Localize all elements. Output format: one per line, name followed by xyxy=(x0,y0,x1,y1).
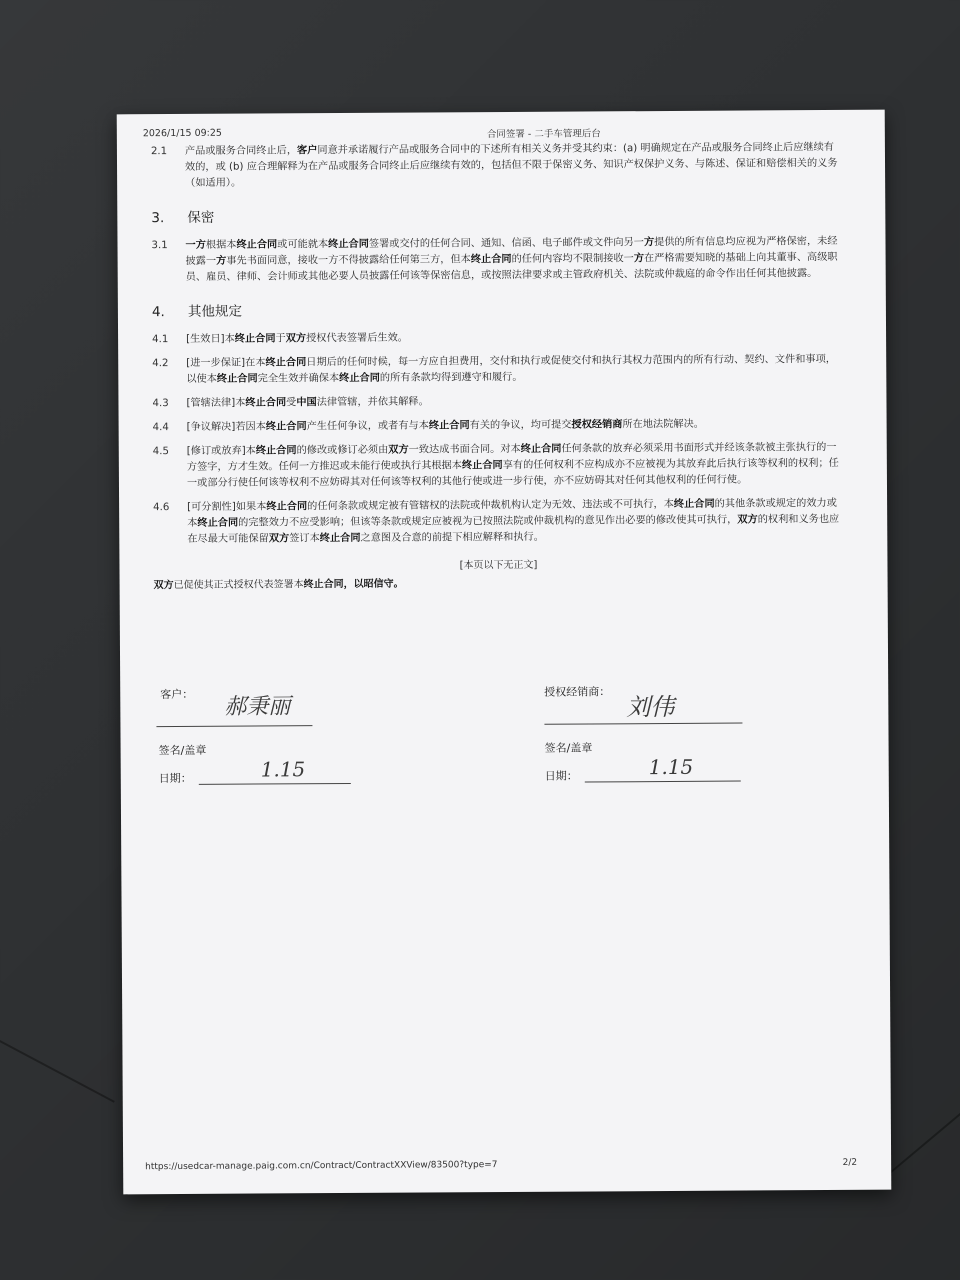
clause-number: 4.2 xyxy=(152,358,169,370)
clause-number: 4.6 xyxy=(153,502,170,514)
contract-body xyxy=(151,140,844,594)
clause-text: [进一步保证]在本终止合同日期后的任何时候，每一方应自担费用，交付和执行或促使交付和执行其权力范围内的所有行动、契约、文件和事项，以使本终止合同完全生效并确保本终止合同的所有条款均得到遵守和履行。 xyxy=(186,353,837,385)
footer-url: https://usedcar-manage.paig.com.cn/Contract/ContractXXView/83500?type=7 xyxy=(145,1160,498,1173)
dealer-date-line xyxy=(585,781,741,783)
clause-number: 4.4 xyxy=(152,422,169,434)
clause-4-2 xyxy=(152,352,842,388)
section-3-heading: 3. 保密 xyxy=(151,209,215,227)
clause-4-4 xyxy=(153,416,843,436)
customer-handwritten-name: 郝秉丽 xyxy=(224,694,291,720)
customer-label: 客户： xyxy=(160,687,194,702)
clause-4-6 xyxy=(153,496,843,548)
no-further-text-note: [本页以下无正文] xyxy=(459,559,538,572)
customer-date-line xyxy=(199,783,351,785)
clause-number: 4.1 xyxy=(152,334,169,346)
dealer-handwritten-date: 1.15 xyxy=(648,754,694,780)
floor-seam xyxy=(0,1040,115,1103)
customer-sign-label: 签名/盖章 xyxy=(158,743,207,758)
clause-text: [可分割性]如果本终止合同的任何条款或规定被有管辖权的法院或仲裁机构认定为无效、违法或不可执行，本终止合同的其他条款或规定的效力或本终止合同的完整效力不应受影响；但该等条款或规定应被视为已按照法院或仲裁机构的意见作出必要的修改使其可执行，双方的权利和义务也应在尽最大可能保留双方签订本终止合同之意图及合意的前提下相应解释和执行。 xyxy=(187,497,840,545)
clause-number: 4.5 xyxy=(152,446,170,458)
clause-4-1 xyxy=(152,328,842,348)
print-title: 合同签署 - 二手车管理后台 xyxy=(486,128,601,141)
contract-page xyxy=(117,110,892,1195)
dealer-date-label: 日期： xyxy=(544,769,578,783)
dealer-sign-line xyxy=(544,723,742,725)
clause-number: 3.1 xyxy=(151,240,168,252)
clause-number: 2.1 xyxy=(150,146,168,158)
print-datetime: 2026/1/15 09:25 xyxy=(142,127,222,140)
clause-text: [争议解决]若因本终止合同产生任何争议，或者有与本终止合同有关的争议，均可提交授权经销商所在地法院解决。 xyxy=(186,418,704,433)
section-4-heading: 4. 其他规定 xyxy=(151,303,242,321)
clause-2-1 xyxy=(151,140,841,192)
clause-3-1 xyxy=(151,234,841,286)
customer-sign-line xyxy=(156,725,312,727)
dealer-sign-label: 签名/盖章 xyxy=(544,741,593,755)
clause-text: [管辖法律]本终止合同受中国法律管辖，并依其解释。 xyxy=(186,396,429,409)
clause-text: 产品或服务合同终止后，客户同意并承诺履行产品或服务合同中的下述所有相关义务并受其约束：(a) 明确规定在产品或服务合同终止后应继续有效的，或 (b) 应合理解释为在产品或服务合同终止后应继续有效的，包括但不限于保密义务、知识产权保护义务、与陈述、保证和赔偿相关的义务（如适用）。 xyxy=(184,141,838,189)
customer-date-label: 日期： xyxy=(158,771,192,786)
clause-text: [修订或放弃]本终止合同的修改或修订必须由双方一致达成书面合同。对本终止合同任何条款的放弃必须采用书面形式并经该条款被主张执行的一方签字，方才生效。任何一方推迟或未能行使或执行其根据本终止合同享有的任何权利不应构成亦不应被视为其放弃此后执行该等权利的权利；任一或部分行使任何该等权利不应妨碍其对任何该等权利的其他行使或进一步行使，亦不应妨碍其对任何其他权利的任何行使。 xyxy=(186,441,839,489)
final-statement: 双方已促使其正式授权代表签署本终止合同，以昭信守。 xyxy=(153,578,404,592)
dealer-signature-block xyxy=(544,682,765,793)
clause-4-3 xyxy=(152,392,842,412)
floor-seam xyxy=(880,1103,960,1182)
clause-text: [生效日]本终止合同于双方授权代表签署后生效。 xyxy=(186,332,409,345)
customer-handwritten-date: 1.15 xyxy=(260,757,306,782)
page-number: 2/2 xyxy=(842,1157,858,1168)
clause-number: 4.3 xyxy=(152,398,169,410)
dealer-label: 授权经销商： xyxy=(544,685,611,699)
clause-4-5 xyxy=(153,440,843,492)
clause-text: 一方根据本终止合同或可能就本终止合同签署或交付的任何合同、通知、信函、电子邮件或文件向另一方提供的所有信息均应视为严格保密，未经披露一方事先书面同意，接收一方不得披露给任何第三方，但本终止合同的任何内容均不限制接收一方在严格需要知晓的基础上向其董事、高级职员、雇员、律师、会计师或其他必要人员披露任何该等保密信息，或按照法律要求或主管政府机关、法院或仲裁庭的命令作出任何其他披露。 xyxy=(185,235,838,283)
dealer-handwritten-name: 刘伟 xyxy=(626,692,675,722)
customer-signature-block xyxy=(156,685,357,796)
